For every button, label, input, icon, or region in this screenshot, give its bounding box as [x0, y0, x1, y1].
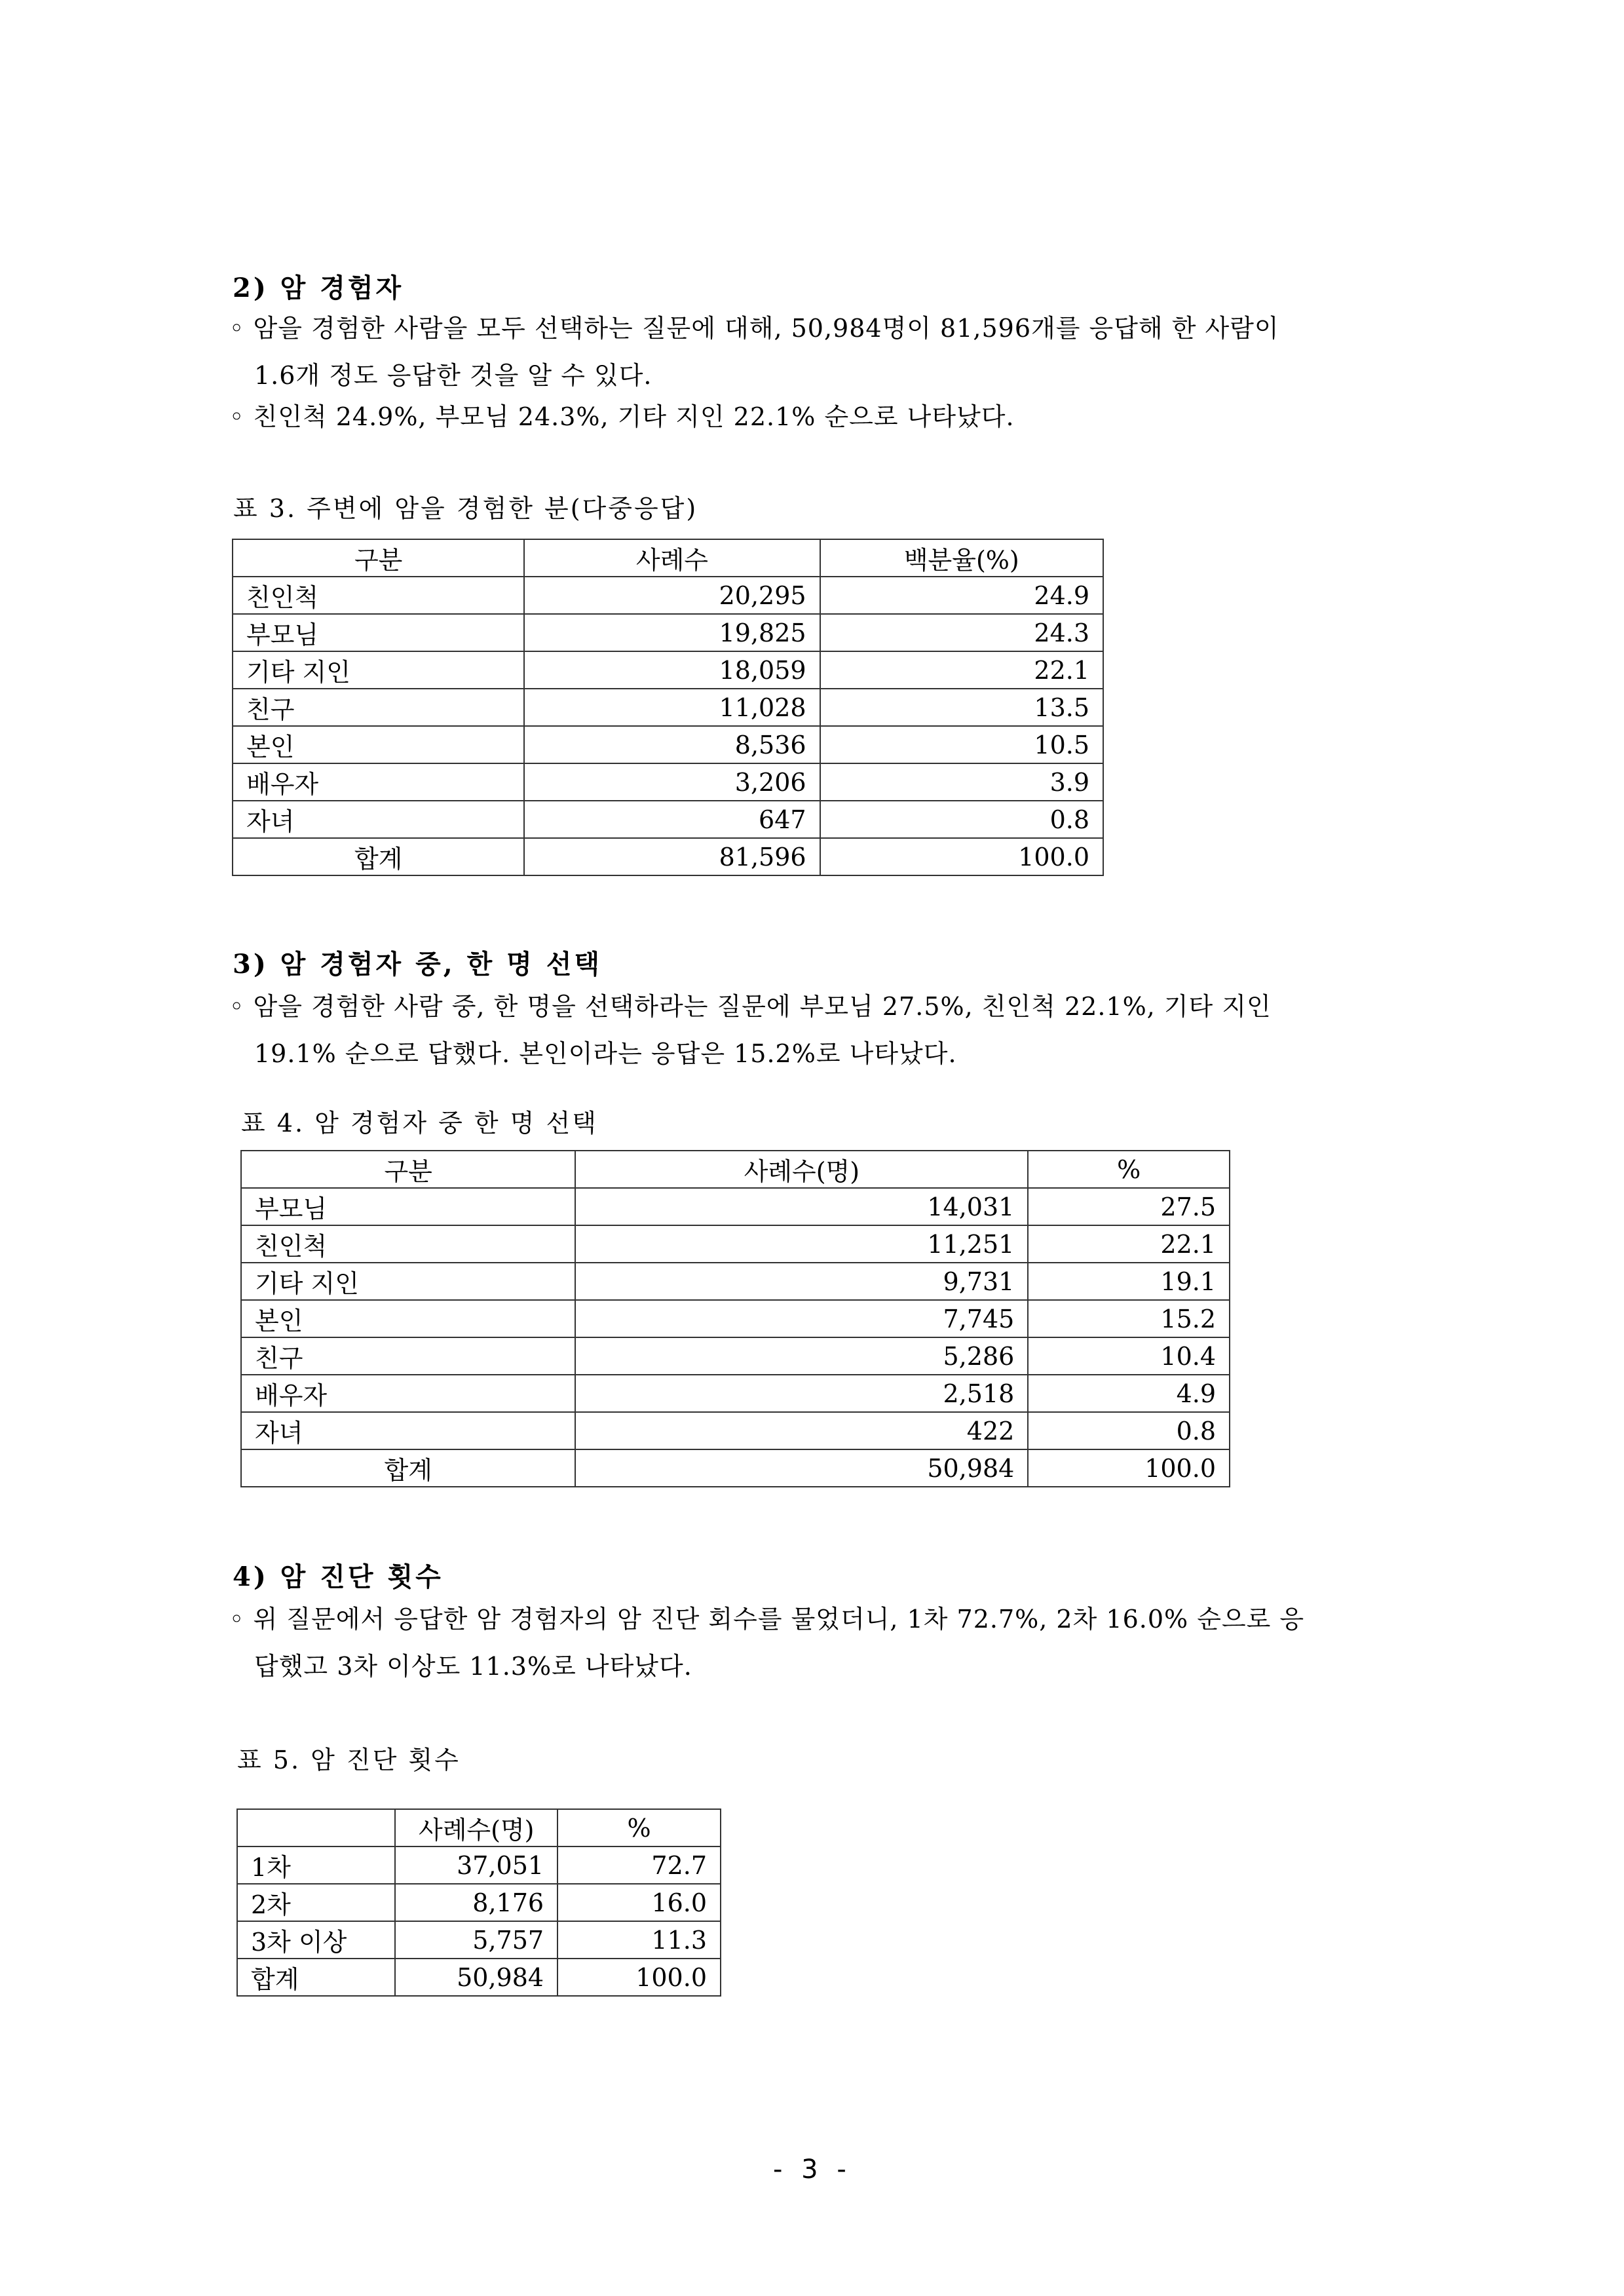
table-row [241, 1188, 1230, 1225]
table-row [233, 726, 1103, 763]
row-label: 친구 [241, 1337, 575, 1375]
table-5 [236, 1808, 721, 1997]
header-cell [237, 1809, 395, 1846]
bullet-marker: ◦ [229, 314, 245, 343]
section-3-heading: 3) 암 경험자 중, 한 명 선택 [233, 949, 602, 980]
row-count: 9,731 [575, 1263, 1028, 1300]
header-cell: 백분율(%) [820, 539, 1103, 577]
table-row [241, 1337, 1230, 1375]
header-cell: 사례수(명) [395, 1809, 557, 1846]
row-label: 친구 [233, 689, 524, 726]
bullet-text-continued: 답했고 3차 이상도 11.3%로 나타났다. [254, 1652, 692, 1681]
table-row [233, 577, 1103, 614]
row-percent: 27.5 [1028, 1188, 1230, 1225]
header-cell: 사례수 [524, 539, 820, 577]
row-count: 20,295 [524, 577, 820, 614]
section-2-heading: 2) 암 경험자 [233, 273, 404, 303]
table-row [237, 1846, 721, 1884]
header-cell: % [557, 1809, 721, 1846]
row-label: 친인척 [241, 1225, 575, 1263]
row-count: 647 [524, 801, 820, 838]
row-count: 5,286 [575, 1337, 1028, 1375]
table-4 [240, 1150, 1230, 1487]
row-percent: 10.5 [820, 726, 1103, 763]
table-row [233, 614, 1103, 651]
table-row [233, 651, 1103, 689]
row-label: 본인 [241, 1300, 575, 1337]
row-count: 8,536 [524, 726, 820, 763]
table-row [241, 1412, 1230, 1449]
row-percent: 24.3 [820, 614, 1103, 651]
row-count: 11,028 [524, 689, 820, 726]
table-5-caption: 표 5. 암 진단 횟수 [237, 1746, 461, 1774]
bullet-marker: ◦ [229, 1605, 245, 1634]
row-percent: 0.8 [1028, 1412, 1230, 1449]
row-percent: 22.1 [820, 651, 1103, 689]
table-row [241, 1263, 1230, 1300]
row-label: 2차 [237, 1884, 395, 1921]
table-header-row [237, 1809, 721, 1846]
row-percent: 10.4 [1028, 1337, 1230, 1375]
table-3-caption: 표 3. 주변에 암을 경험한 분(다중응답) [233, 494, 698, 523]
table-row [241, 1375, 1230, 1412]
row-count: 37,051 [395, 1846, 557, 1884]
row-percent: 15.2 [1028, 1300, 1230, 1337]
row-label: 배우자 [241, 1375, 575, 1412]
row-count: 3,206 [524, 763, 820, 801]
row-label: 자녀 [233, 801, 524, 838]
row-count: 422 [575, 1412, 1028, 1449]
table-total-row [237, 1959, 721, 1996]
row-percent: 0.8 [820, 801, 1103, 838]
bullet-text: 암을 경험한 사람 중, 한 명을 선택하라는 질문에 부모님 27.5%, 친인척 22.1%, 기타 지인 [253, 992, 1272, 1021]
table-header-row [241, 1151, 1230, 1188]
bullet-marker: ◦ [229, 402, 245, 431]
row-count: 7,745 [575, 1300, 1028, 1337]
total-count: 81,596 [524, 838, 820, 875]
section-3-bullet-1 [229, 983, 1272, 1077]
row-label: 배우자 [233, 763, 524, 801]
row-percent: 16.0 [557, 1884, 721, 1921]
table-header-row [233, 539, 1103, 577]
row-percent: 19.1 [1028, 1263, 1230, 1300]
row-percent: 3.9 [820, 763, 1103, 801]
header-cell: 구분 [233, 539, 524, 577]
row-count: 14,031 [575, 1188, 1028, 1225]
row-label: 부모님 [241, 1188, 575, 1225]
row-count: 8,176 [395, 1884, 557, 1921]
row-count: 11,251 [575, 1225, 1028, 1263]
table-row [233, 763, 1103, 801]
bullet-text: 위 질문에서 응답한 암 경험자의 암 진단 회수를 물었더니, 1차 72.7%, 2차 16.0% 순으로 응 [253, 1605, 1305, 1634]
row-label: 친인척 [233, 577, 524, 614]
table-3 [232, 539, 1104, 876]
row-percent: 24.9 [820, 577, 1103, 614]
row-label: 기타 지인 [233, 651, 524, 689]
table-row [237, 1921, 721, 1959]
row-label: 3차 이상 [237, 1921, 395, 1959]
table-row [237, 1884, 721, 1921]
table-total-row [241, 1449, 1230, 1487]
header-cell: 구분 [241, 1151, 575, 1188]
total-label: 합계 [241, 1449, 575, 1487]
table-row [241, 1300, 1230, 1337]
row-label: 부모님 [233, 614, 524, 651]
section-2-bullet-2 [229, 393, 1015, 440]
row-percent: 11.3 [557, 1921, 721, 1959]
table-row [233, 801, 1103, 838]
bullet-text: 암을 경험한 사람을 모두 선택하는 질문에 대해, 50,984명이 81,596개를 응답해 한 사람이 [253, 314, 1279, 343]
table-row [233, 689, 1103, 726]
row-percent: 4.9 [1028, 1375, 1230, 1412]
row-percent: 22.1 [1028, 1225, 1230, 1263]
row-label: 본인 [233, 726, 524, 763]
row-label: 자녀 [241, 1412, 575, 1449]
row-percent: 13.5 [820, 689, 1103, 726]
section-2-bullet-1 [229, 305, 1279, 399]
row-count: 5,757 [395, 1921, 557, 1959]
page-number: - 3 - [773, 2154, 852, 2185]
total-percent: 100.0 [557, 1959, 721, 1996]
total-percent: 100.0 [1028, 1449, 1230, 1487]
bullet-text-continued: 1.6개 정도 응답한 것을 알 수 있다. [254, 361, 652, 390]
row-count: 2,518 [575, 1375, 1028, 1412]
total-label: 합계 [237, 1959, 395, 1996]
row-count: 18,059 [524, 651, 820, 689]
section-4-heading: 4) 암 진단 횟수 [233, 1561, 444, 1592]
total-count: 50,984 [395, 1959, 557, 1996]
total-label: 합계 [233, 838, 524, 875]
header-cell: % [1028, 1151, 1230, 1188]
bullet-marker: ◦ [229, 992, 245, 1021]
section-4-bullet-1 [229, 1596, 1304, 1690]
row-percent: 72.7 [557, 1846, 721, 1884]
bullet-text-continued: 19.1% 순으로 답했다. 본인이라는 응답은 15.2%로 나타났다. [254, 1039, 957, 1068]
table-total-row [233, 838, 1103, 875]
bullet-text: 친인척 24.9%, 부모님 24.3%, 기타 지인 22.1% 순으로 나타났다. [253, 402, 1015, 431]
row-label: 1차 [237, 1846, 395, 1884]
row-label: 기타 지인 [241, 1263, 575, 1300]
total-count: 50,984 [575, 1449, 1028, 1487]
header-cell: 사례수(명) [575, 1151, 1028, 1188]
table-row [241, 1225, 1230, 1263]
row-count: 19,825 [524, 614, 820, 651]
table-4-caption: 표 4. 암 경험자 중 한 명 선택 [241, 1109, 598, 1138]
total-percent: 100.0 [820, 838, 1103, 875]
